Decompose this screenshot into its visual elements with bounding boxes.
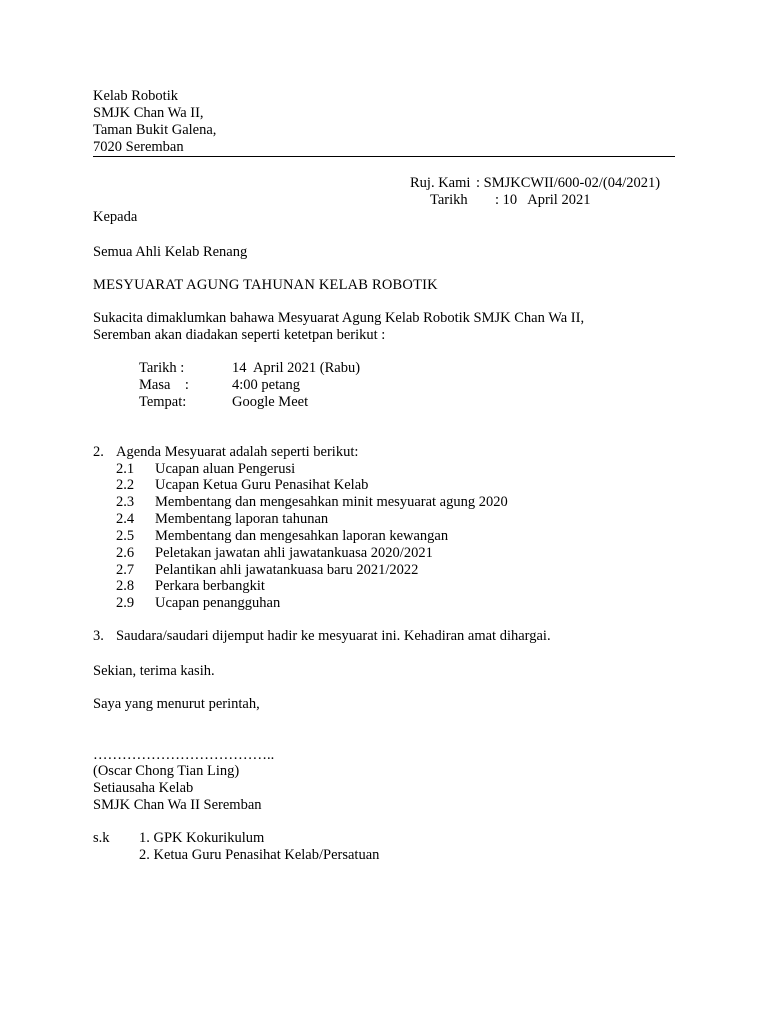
- agenda-item-text: Membentang laporan tahunan: [155, 511, 329, 527]
- agenda-item-text: Membentang dan mengesahkan laporan kewangan: [155, 528, 449, 544]
- ref-ruj-value: : SMJKCWII/600-02/(04/2021): [476, 175, 661, 191]
- agenda-item-num: 2.2: [116, 477, 135, 493]
- header-line-school: SMJK Chan Wa II,: [93, 105, 204, 121]
- ref-tarikh-value: : 10 April 2021: [495, 192, 591, 208]
- signature-name: (Oscar Chong Tian Ling): [93, 763, 240, 779]
- agenda-item-num: 2.7: [116, 562, 135, 578]
- agenda-item-text: Pelantikan ahli jawatankuasa baru 2021/2022: [155, 562, 419, 578]
- cc-label: s.k: [93, 830, 110, 846]
- header-line-club: Kelab Robotik: [93, 88, 178, 104]
- signature-title: Setiausaha Kelab: [93, 780, 194, 796]
- ref-tarikh-label: Tarikh: [430, 192, 468, 208]
- detail-venue-value: Google Meet: [232, 394, 309, 410]
- signature-line: ………………………………..: [93, 747, 275, 763]
- recipient-name: Semua Ahli Kelab Renang: [93, 244, 248, 260]
- detail-time-value: 4:00 petang: [232, 377, 301, 393]
- agenda-title: Agenda Mesyuarat adalah seperti berikut:: [116, 444, 359, 460]
- invite-text: Saudara/saudari dijemput hadir ke mesyuarat ini. Kehadiran amat dihargai.: [116, 628, 551, 644]
- letter-subject: MESYUARAT AGUNG TAHUNAN KELAB ROBOTIK: [93, 277, 438, 293]
- intro-line-2: Seremban akan diadakan seperti ketetpan berikut :: [93, 327, 386, 343]
- header-divider: [93, 156, 675, 157]
- agenda-item-text: Ucapan Ketua Guru Penasihat Kelab: [155, 477, 369, 493]
- detail-venue-label: Tempat:: [139, 394, 187, 410]
- cc-item: 1. GPK Kokurikulum: [139, 830, 265, 846]
- closing-obedient: Saya yang menurut perintah,: [93, 696, 260, 712]
- agenda-item-text: Membentang dan mengesahkan minit mesyuarat agung 2020: [155, 494, 508, 510]
- agenda-item-num: 2.6: [116, 545, 135, 561]
- agenda-item-num: 2.9: [116, 595, 135, 611]
- agenda-number: 2.: [93, 444, 104, 460]
- ref-ruj-label: Ruj. Kami: [410, 175, 471, 191]
- detail-date-value: 14 April 2021 (Rabu): [232, 360, 361, 376]
- agenda-item-text: Perkara berbangkit: [155, 578, 265, 594]
- intro-line-1: Sukacita dimaklumkan bahawa Mesyuarat Agung Kelab Robotik SMJK Chan Wa II,: [93, 310, 585, 326]
- recipient-greeting: Kepada: [93, 209, 138, 225]
- agenda-item-num: 2.1: [116, 461, 135, 477]
- signature-school: SMJK Chan Wa II Seremban: [93, 797, 262, 813]
- agenda-item-text: Ucapan aluan Pengerusi: [155, 461, 296, 477]
- agenda-item-text: Peletakan jawatan ahli jawatankuasa 2020/2021: [155, 545, 433, 561]
- detail-date-label: Tarikh :: [139, 360, 185, 376]
- header-line-area: Taman Bukit Galena,: [93, 122, 217, 138]
- detail-time-label: Masa :: [139, 377, 189, 393]
- agenda-item-num: 2.8: [116, 578, 135, 594]
- agenda-item-num: 2.3: [116, 494, 135, 510]
- invite-number: 3.: [93, 628, 104, 644]
- agenda-item-text: Ucapan penangguhan: [155, 595, 281, 611]
- agenda-item-num: 2.4: [116, 511, 135, 527]
- cc-item: 2. Ketua Guru Penasihat Kelab/Persatuan: [139, 847, 380, 863]
- agenda-item-num: 2.5: [116, 528, 135, 544]
- closing-thanks: Sekian, terima kasih.: [93, 663, 215, 679]
- header-line-city: 7020 Seremban: [93, 139, 184, 155]
